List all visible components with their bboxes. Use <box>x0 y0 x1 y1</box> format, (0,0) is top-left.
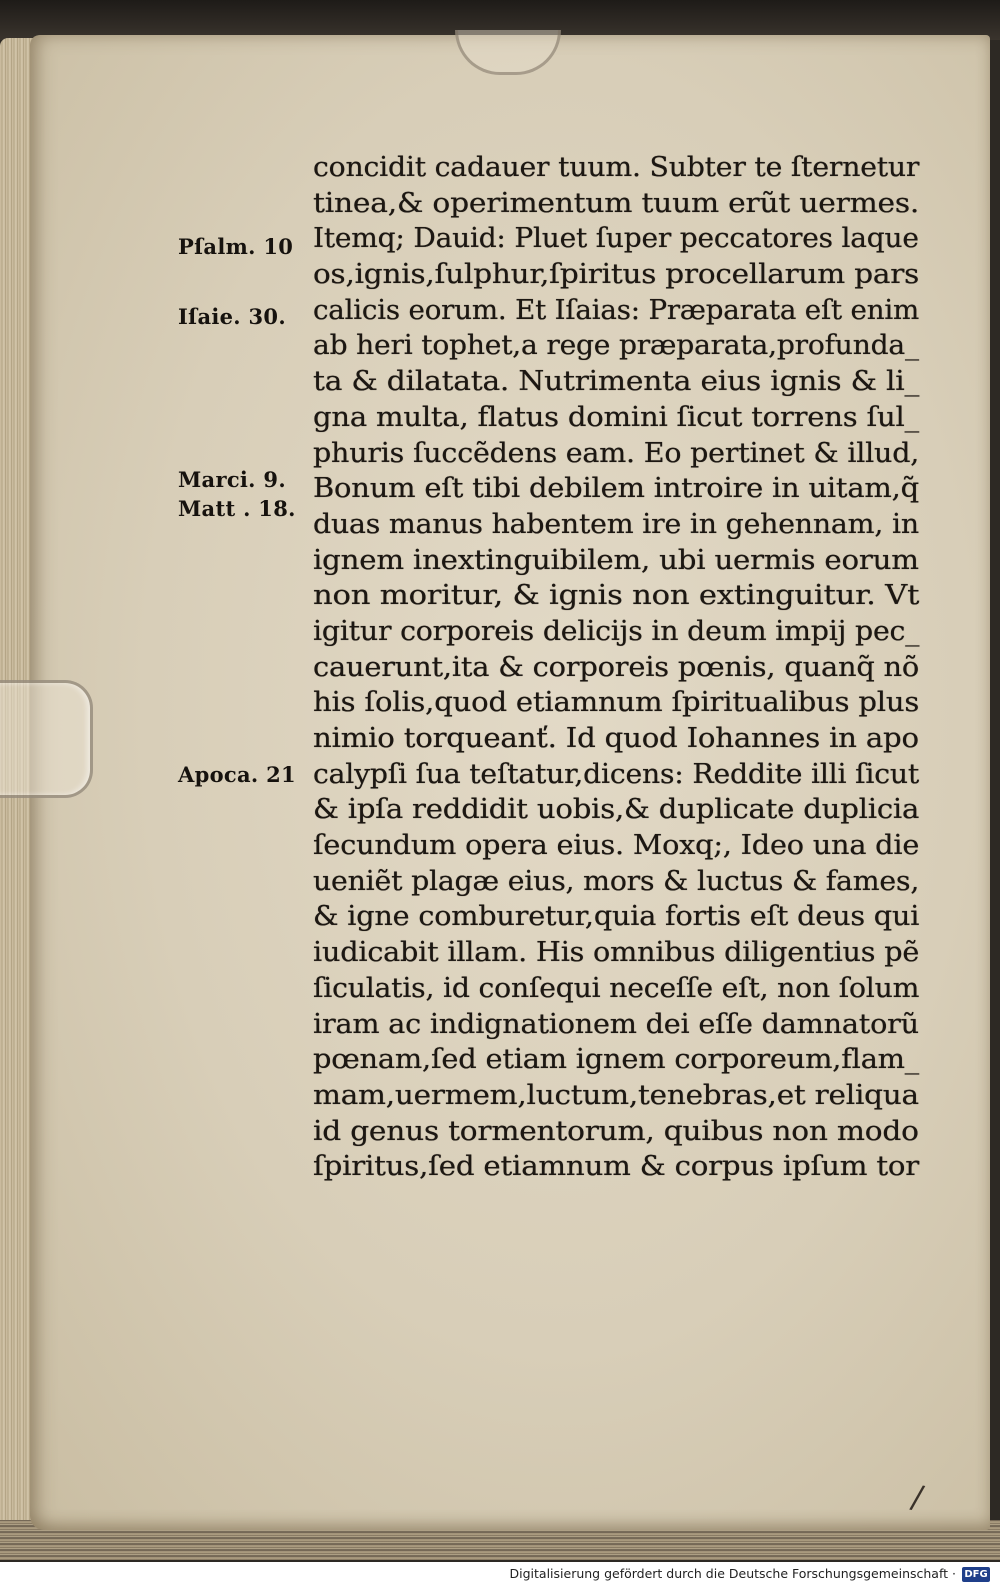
text-line: non moritur, & ignis non extinguitur. Vt <box>313 580 920 612</box>
footer-credit: Digitalisierung gefördert durch die Deutsche Forschungsgemeinschaft · <box>509 1566 956 1581</box>
text-line: ſpiritus,ſed etiamnum & corpus ipſum tor <box>313 1151 920 1183</box>
text-line: his ſolis,quod etiamnum ſpiritualibus plus <box>313 687 920 719</box>
digitization-footer <box>0 1562 1000 1589</box>
text-line: phuris ſuccẽdens eam. Eo pertinet & illud, <box>313 437 920 469</box>
text-line: duas manus habentem ire in gehennam, in <box>313 508 919 540</box>
text-line: os,ignis,ſulphur,ſpiritus procellarum pars <box>313 259 920 291</box>
text-line: ſecundum opera eius. Moxq;, Ideo una die <box>313 830 920 862</box>
text-line: iudicabit illam. His omnibus diligentius pẽ <box>313 937 920 969</box>
text-line: igitur corporeis delicijs in deum impij pec_ <box>313 615 920 647</box>
margin-note: Pſalm. 10 <box>178 234 294 259</box>
text-line: gna multa, flatus domini ſicut torrens ſul_ <box>313 401 919 433</box>
margin-note: Marci. 9. <box>178 467 286 492</box>
text-line: iram ac indignationem dei eſſe damnatorũ <box>313 1008 919 1040</box>
text-line: concidit cadauer tuum. Subter te ſternetur <box>313 152 920 183</box>
body-text <box>313 150 923 1185</box>
margin-note: Apoca. 21 <box>178 762 296 787</box>
text-line: id genus tormentorum, quibus non modo <box>313 1115 919 1147</box>
text-line: & igne comburetur,quia fortis eſt deus qui <box>313 901 920 933</box>
margin-notes <box>160 0 310 1589</box>
text-line: ueniẽt plagæ eius, mors & luctus & fames, <box>313 865 920 897</box>
dfg-logo-icon: DFG <box>962 1567 990 1582</box>
text-line: nimio torqueanť. Id quod Iohannes in apo <box>313 723 919 754</box>
margin-note: Matt . 18. <box>178 496 296 521</box>
margin-note: Iſaie. 30. <box>178 304 286 329</box>
text-line: calicis eorum. Et Iſaias: Præparata eſt enim <box>313 294 920 326</box>
text-line: & ipſa reddidit uobis,& duplicate duplicia <box>313 794 920 826</box>
text-line: ſiculatis, id conſequi neceſſe eſt, non ſolum <box>313 972 920 1004</box>
text-line: mam,uermem,luctum,tenebras,et reliqua <box>313 1079 919 1111</box>
text-line: tinea,& operimentum tuum erũt uermes. <box>313 187 920 219</box>
text-line: Itemq; Dauid: Pluet ſuper peccatores laque <box>313 223 919 255</box>
text-line: ta & dilatata. Nutrimenta eius ignis & li_ <box>313 366 920 398</box>
page-mark: / <box>908 1477 927 1517</box>
text-line: cauerunt,ita & corporeis pœnis, quanq̃ nõ <box>313 651 920 683</box>
clip-left-icon <box>0 680 93 798</box>
text-line: ignem inextinguibilem, ubi uermis eorum <box>313 544 919 576</box>
text-line: ab heri tophet,a rege præparata,profunda_ <box>313 330 919 362</box>
text-line: pœnam,ſed etiam ignem corporeum,flam_ <box>313 1044 920 1076</box>
text-line: calypſi ſua teſtatur,dicens: Reddite illi ſicut <box>313 758 919 790</box>
text-line: Bonum eſt tibi debilem introire in uitam,q̃ <box>313 473 919 505</box>
